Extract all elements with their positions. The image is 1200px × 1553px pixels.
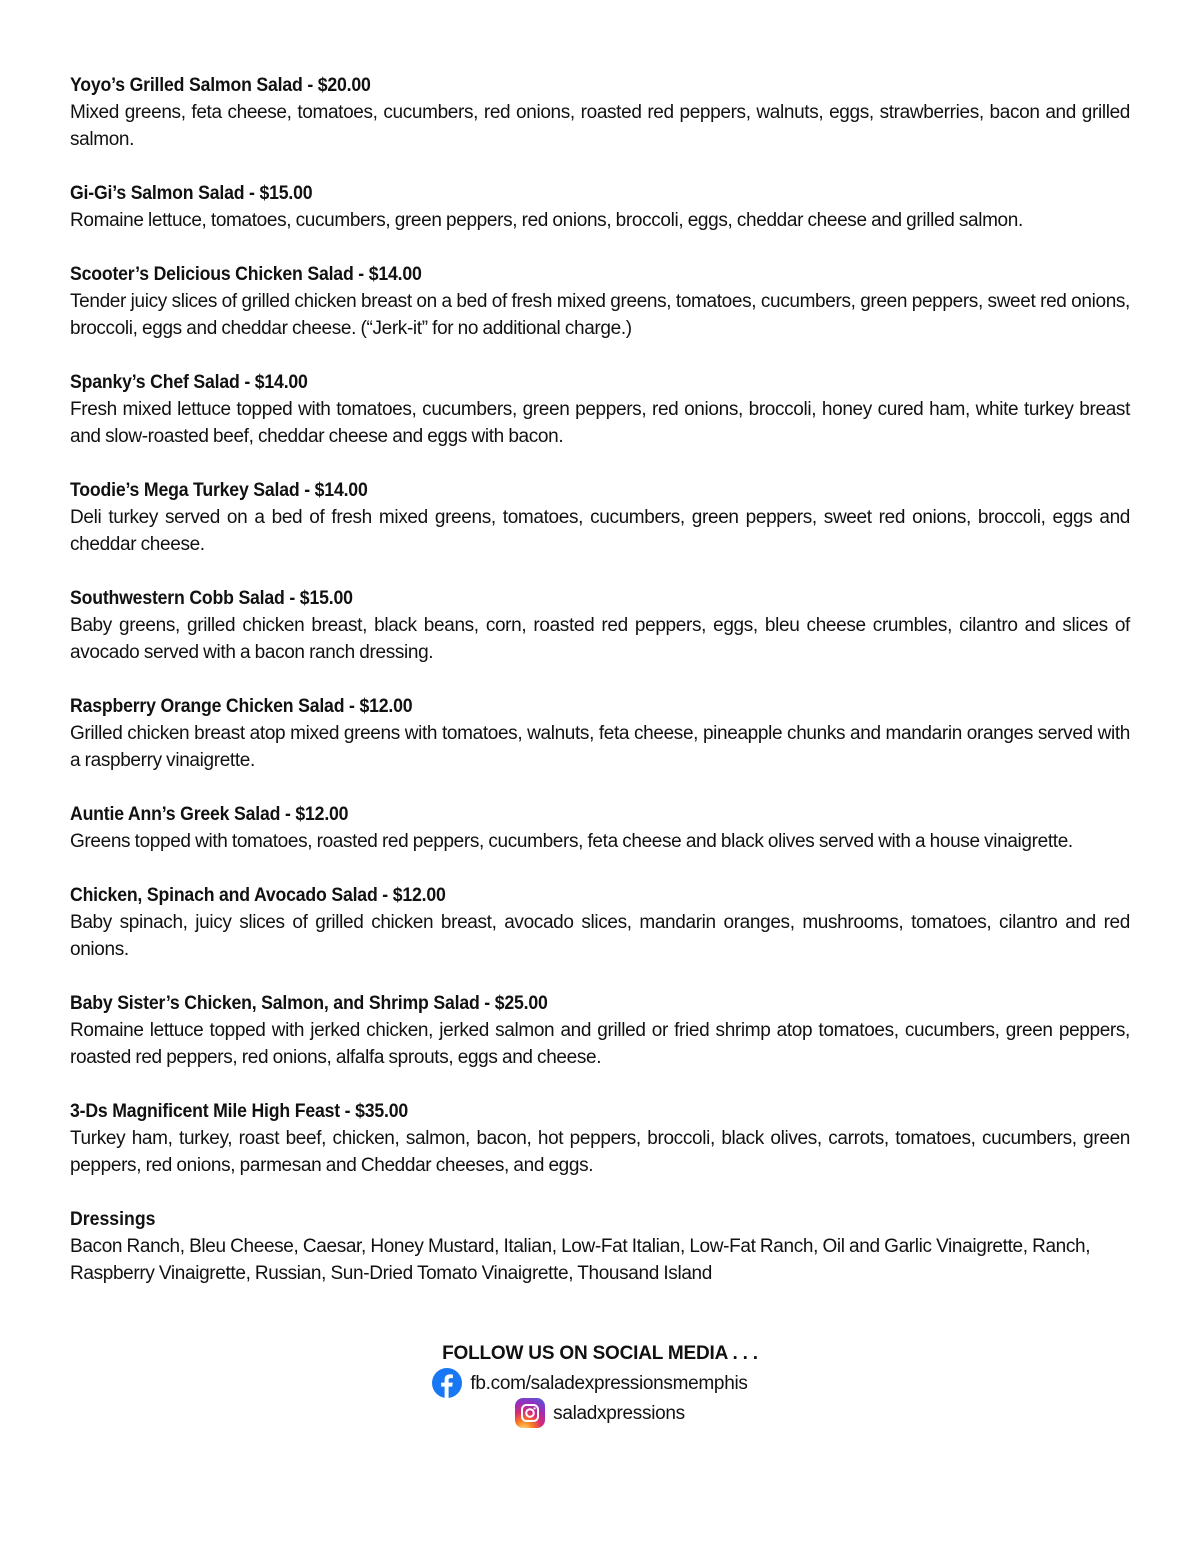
- menu-item-description: Mixed greens, feta cheese, tomatoes, cucumbers, red onions, roasted red peppers, walnuts, eggs, strawberries, bacon and grilled salmon.: [70, 102, 1130, 150]
- menu-item-title: 3-Ds Magnificent Mile High Feast - $35.00: [70, 1101, 409, 1122]
- menu-item-description: Romaine lettuce topped with jerked chicken, jerked salmon and grilled or fried shrimp atop tomatoes, cucumbers, green peppers, roasted red peppers, red onions, alfalfa sprouts, eggs and cheese.: [70, 1020, 1130, 1068]
- instagram-link[interactable]: [0, 1398, 1200, 1428]
- menu-item-description: Fresh mixed lettuce topped with tomatoes, cucumbers, green peppers, red onions, broccoli, honey cured ham, white turkey breast and slow-roasted beef, cheddar cheese and eggs with bacon.: [70, 399, 1130, 447]
- menu-item-title: Gi-Gi’s Salmon Salad - $15.00: [70, 183, 313, 204]
- facebook-icon: [432, 1368, 462, 1398]
- menu-item-description: Romaine lettuce, tomatoes, cucumbers, green peppers, red onions, broccoli, eggs, cheddar cheese and grilled salmon.: [70, 210, 1023, 231]
- menu-item-title: Raspberry Orange Chicken Salad - $12.00: [70, 696, 413, 717]
- menu-item-baby-sisters-chicken-salmon-shrimp-salad: [70, 990, 1130, 1071]
- social-heading: FOLLOW US ON SOCIAL MEDIA . . .: [442, 1343, 758, 1364]
- menu-item-title: Chicken, Spinach and Avocado Salad - $12.00: [70, 885, 446, 906]
- menu-item-chicken-spinach-avocado-salad: [70, 882, 1130, 963]
- instagram-icon: [515, 1398, 545, 1428]
- facebook-link-text: fb.com/saladexpressionsmemphis: [470, 1372, 748, 1394]
- menu-item-gigis-salmon-salad: [70, 180, 1130, 234]
- menu-item-description: Baby spinach, juicy slices of grilled chicken breast, avocado slices, mandarin oranges, mushrooms, tomatoes, cilantro and red onions.: [70, 912, 1130, 960]
- salad-menu: [70, 72, 1130, 1314]
- menu-item-yoyos-grilled-salmon-salad: [70, 72, 1130, 153]
- social-media-section: [0, 1340, 1200, 1428]
- dressings-title: Dressings: [70, 1209, 156, 1230]
- menu-item-title: Southwestern Cobb Salad - $15.00: [70, 588, 353, 609]
- menu-item-description: Grilled chicken breast atop mixed greens with tomatoes, walnuts, feta cheese, pineapple chunks and mandarin oranges served with a raspberry vinaigrette.: [70, 723, 1130, 771]
- instagram-link-text: saladxpressions: [553, 1402, 685, 1424]
- menu-item-description: Turkey ham, turkey, roast beef, chicken, salmon, bacon, hot peppers, broccoli, black olives, carrots, tomatoes, cucumbers, green peppers, red onions, parmesan and Cheddar cheeses, and eggs.: [70, 1128, 1130, 1176]
- menu-item-raspberry-orange-chicken-salad: [70, 693, 1130, 774]
- menu-item-description: Greens topped with tomatoes, roasted red peppers, cucumbers, feta cheese and black olives served with a house vinaigrette.: [70, 831, 1073, 852]
- facebook-link[interactable]: [0, 1368, 1200, 1398]
- menu-item-toodies-mega-turkey-salad: [70, 477, 1130, 558]
- menu-item-title: Yoyo’s Grilled Salmon Salad - $20.00: [70, 75, 371, 96]
- dressings-section: [70, 1206, 1130, 1287]
- menu-item-description: Deli turkey served on a bed of fresh mixed greens, tomatoes, cucumbers, green peppers, sweet red onions, broccoli, eggs and cheddar cheese.: [70, 507, 1130, 555]
- dressings-list: Bacon Ranch, Bleu Cheese, Caesar, Honey Mustard, Italian, Low-Fat Italian, Low-Fat Ranch, Oil and Garlic Vinaigrette, Ranch, Raspberry Vinaigrette, Russian, Sun-Dried Tomato Vinaigrette, Thousand Island: [70, 1236, 1091, 1284]
- menu-item-title: Baby Sister’s Chicken, Salmon, and Shrimp Salad - $25.00: [70, 993, 548, 1014]
- menu-item-title: Scooter’s Delicious Chicken Salad - $14.00: [70, 264, 422, 285]
- menu-item-spankys-chef-salad: [70, 369, 1130, 450]
- menu-item-title: Spanky’s Chef Salad - $14.00: [70, 372, 308, 393]
- menu-item-description: Baby greens, grilled chicken breast, black beans, corn, roasted red peppers, eggs, bleu cheese crumbles, cilantro and slices of avocado served with a bacon ranch dressing.: [70, 615, 1130, 663]
- menu-item-auntie-anns-greek-salad: [70, 801, 1130, 855]
- menu-item-title: Auntie Ann’s Greek Salad - $12.00: [70, 804, 349, 825]
- menu-item-scooters-chicken-salad: [70, 261, 1130, 342]
- menu-item-description: Tender juicy slices of grilled chicken breast on a bed of fresh mixed greens, tomatoes, cucumbers, green peppers, sweet red onions, broccoli, eggs and cheddar cheese. (“Jerk-it” for no additional charge.): [70, 291, 1130, 339]
- menu-item-title: Toodie’s Mega Turkey Salad - $14.00: [70, 480, 368, 501]
- menu-item-southwestern-cobb-salad: [70, 585, 1130, 666]
- menu-item-3ds-magnificent-mile-high-feast: [70, 1098, 1130, 1179]
